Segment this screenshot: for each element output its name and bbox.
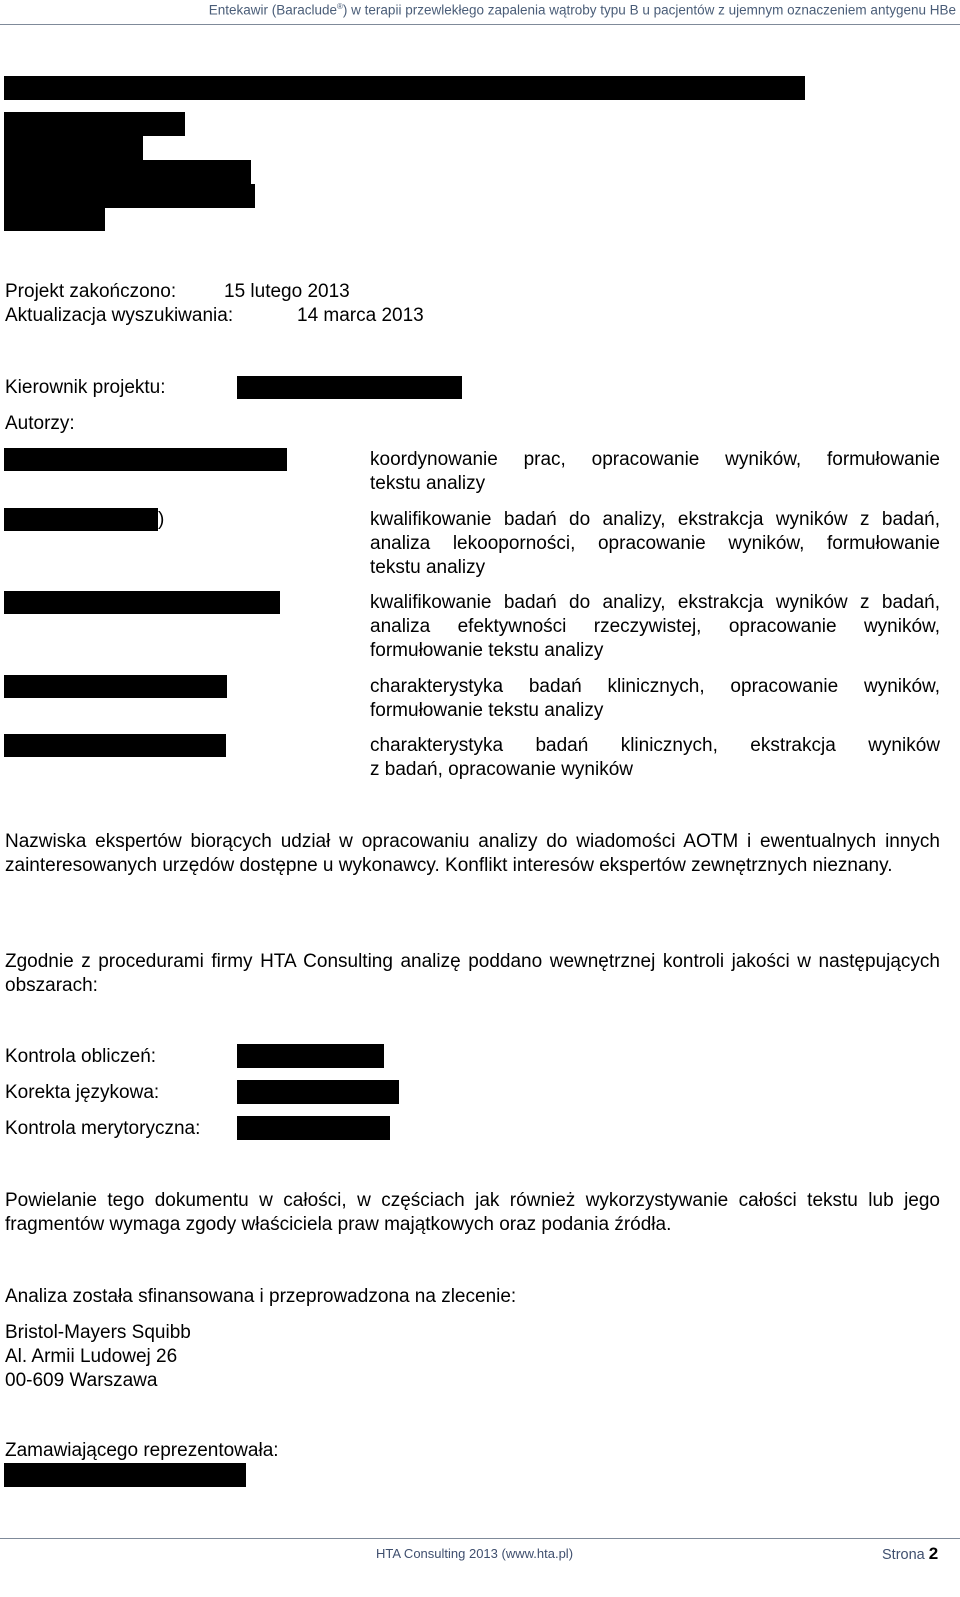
author-role <box>370 591 940 663</box>
author-role-line: koordynowanie prac, opracowanie wyników, formułowanie <box>370 449 940 470</box>
manager-label: Kierownik projektu: <box>5 377 166 398</box>
sponsor-street: Al. Armii Ludowej 26 <box>5 1346 178 1367</box>
language-control-label: Korekta językowa: <box>5 1082 160 1103</box>
author-role <box>370 448 940 496</box>
redaction-block <box>4 76 805 100</box>
author-role-line: analiza efektywności rzeczywistej, opracowanie wyników, <box>370 616 940 637</box>
redacted-representative-name <box>4 1463 246 1487</box>
project-completed-date: 15 lutego 2013 <box>224 281 350 302</box>
header-title-part1: Entekawir (Baraclude <box>208 2 338 18</box>
author-role-line: kwalifikowanie badań do analizy, ekstrakcja wyników z badań, <box>370 509 940 530</box>
representative-label: Zamawiającego reprezentowała: <box>5 1440 279 1461</box>
author-role-line: z badań, opracowanie wyników <box>370 759 633 780</box>
authors-label: Autorzy: <box>5 413 75 434</box>
author-role-line: formułowanie tekstu analizy <box>370 640 604 661</box>
copyright-note: Powielanie tego dokumentu w całości, w częściach jak również wykorzystywanie całości tekstu lub jego fragmentów wymaga zgody właściciela praw majątkowych oraz podania źródła. <box>5 1190 940 1235</box>
redacted-manager-name <box>237 376 462 399</box>
project-completed-label: Projekt zakończono: <box>5 281 177 302</box>
sponsor-city: 00-609 Warszawa <box>5 1370 158 1391</box>
redacted-content-controller <box>237 1116 390 1140</box>
search-update-date: 14 marca 2013 <box>297 305 424 326</box>
footer-company: HTA Consulting 2013 (www.hta.pl) <box>376 1546 574 1561</box>
redacted-author-name <box>4 675 227 698</box>
redaction-block <box>4 184 255 208</box>
author-role-line: tekstu analizy <box>370 557 486 578</box>
sponsor-name: Bristol-Mayers Squibb <box>5 1322 191 1343</box>
header-rule <box>0 24 960 25</box>
author-name-suffix: ) <box>158 509 165 530</box>
author-role-line: kwalifikowanie badań do analizy, ekstrakcja wyników z badań, <box>370 592 940 613</box>
redacted-author-name <box>4 591 280 614</box>
page-number-value: 2 <box>928 1544 939 1563</box>
redacted-author-name <box>4 734 226 757</box>
redacted-calc-controller <box>237 1044 384 1068</box>
author-role <box>370 675 940 723</box>
page-label: Strona <box>882 1547 925 1563</box>
footer-rule <box>0 1538 960 1539</box>
redacted-language-controller <box>237 1080 399 1104</box>
author-role <box>370 508 940 580</box>
author-role-line: tekstu analizy <box>370 473 486 494</box>
content-control-label: Kontrola merytoryczna: <box>5 1118 201 1139</box>
experts-note: Nazwiska ekspertów biorących udział w opracowaniu analizy do wiadomości AOTM i ewentualnych innych zainteresowanych urzędów dostępne u wykonawcy. Konflikt interesów ekspertów zewnętrznych nieznany. <box>5 831 940 876</box>
running-header <box>0 2 956 18</box>
redaction-block <box>4 136 143 160</box>
author-role-line: analiza lekooporności, opracowanie wyników, formułowanie <box>370 533 940 554</box>
sponsor-intro: Analiza została sfinansowana i przeprowadzona na zlecenie: <box>5 1286 517 1307</box>
calc-control-label: Kontrola obliczeń: <box>5 1046 157 1067</box>
header-registered-mark: ® <box>337 2 343 11</box>
author-role <box>370 734 940 782</box>
redacted-author-name <box>4 508 158 531</box>
header-title-part2: ) w terapii przewlekłego zapalenia wątroby typu B u pacjentów z ujemnym oznaczeniem antygenu HBe <box>342 2 956 18</box>
page-number <box>882 1544 938 1564</box>
author-role-line: charakterystyka badań klinicznych, ekstrakcja wyników <box>370 735 940 756</box>
redaction-block <box>4 112 185 136</box>
search-update-label: Aktualizacja wyszukiwania: <box>5 305 234 326</box>
redaction-block <box>4 206 105 231</box>
quality-control-note: Zgodnie z procedurami firmy HTA Consulting analizę poddano wewnętrznej kontroli jakości w następujących obszarach: <box>5 951 940 996</box>
author-role-line: charakterystyka badań klinicznych, opracowanie wyników, <box>370 676 940 697</box>
author-role-line: formułowanie tekstu analizy <box>370 700 604 721</box>
redacted-author-name <box>4 448 287 471</box>
redaction-block <box>4 160 251 184</box>
